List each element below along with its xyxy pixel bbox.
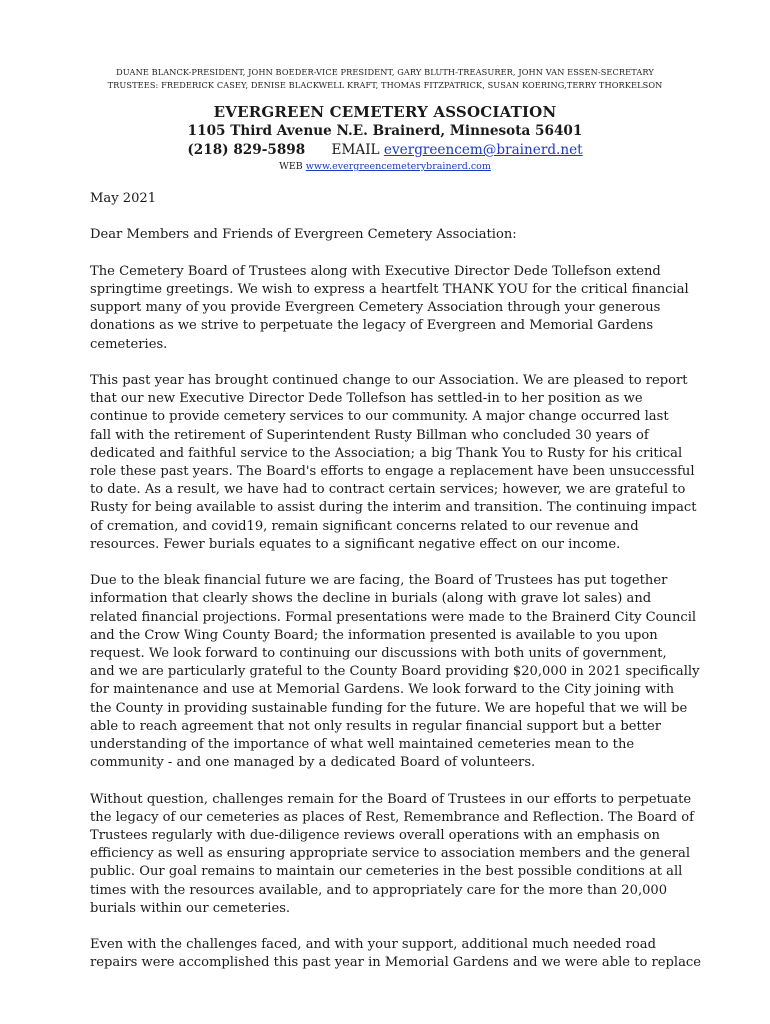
paragraph-line: the County in providing sustainable funding for the future. We are hopeful that we will be	[90, 700, 688, 716]
email-link[interactable]: evergreencem@brainerd.net	[383, 142, 583, 158]
paragraph-line: of cremation, and covid19, remain significant concerns related to our revenue and	[90, 518, 639, 534]
website-link[interactable]: www.evergreencemeterybrainerd.com	[305, 161, 491, 172]
paragraph-line: and we are particularly grateful to the County Board providing $20,000 in 2021 specifically	[90, 664, 700, 680]
trustees-line: TRUSTEES: FREDERICK CASEY, DENISE BLACKWELL KRAFT, THOMAS FITZPATRICK, SUSAN KOERING,TERRY THORKELSON	[107, 80, 663, 90]
paragraph-line: The Cemetery Board of Trustees along with Executive Director Dede Tollefson extend	[90, 263, 661, 279]
paragraph-line: cemeteries.	[90, 336, 168, 352]
letter-paragraph	[90, 263, 690, 354]
paragraph-line: continue to provide cemetery services to our community. A major change occurred last	[90, 409, 669, 425]
paragraph-line: information that clearly shows the decline in burials (along with grave lot sales) and	[90, 591, 652, 607]
organization-address: 1105 Third Avenue N.E. Brainerd, Minnesota 56401	[187, 123, 583, 139]
paragraph-line: role these past years. The Board's efforts to engage a replacement have been unsuccessful	[90, 464, 695, 479]
paragraph-line: support many of you provide Evergreen Cemetery Association through your generous	[90, 300, 661, 316]
paragraph-line: efficiency as well as ensuring appropriate service to association members and the general	[90, 846, 691, 862]
paragraph-line: Even with the challenges faced, and with your support, additional much needed road	[90, 937, 656, 953]
letter-paragraphs	[90, 263, 701, 973]
paragraph-line: to date. As a result, we have had to contract certain services; however, we are grateful to	[90, 482, 686, 498]
paragraph-line: for maintenance and use at Memorial Gardens. We look forward to the City joining with	[90, 682, 675, 698]
letter-paragraph	[90, 791, 694, 918]
paragraph-line: burials within our cemeteries.	[90, 900, 291, 916]
paragraph-line: and the Crow Wing County Board; the information presented is available to you upon	[90, 627, 658, 643]
letter-paragraph	[90, 372, 697, 554]
paragraph-line: that our new Executive Director Dede Tollefson has settled-in to her position as we	[90, 391, 643, 407]
paragraph-line: repairs were accomplished this past year in Memorial Gardens and we were able to replace	[90, 955, 701, 971]
email-label: EMAIL	[331, 142, 380, 158]
letter-paragraph	[90, 572, 700, 772]
paragraph-line: Rusty for being available to assist during the interim and transition. The continuing impact	[90, 500, 697, 516]
paragraph-line: Due to the bleak financial future we are facing, the Board of Trustees has put together	[90, 573, 668, 589]
paragraph-line: This past year has brought continued change to our Association. We are pleased to report	[90, 372, 688, 388]
letter-salutation: Dear Members and Friends of Evergreen Cemetery Association:	[90, 227, 517, 243]
paragraph-line: able to reach agreement that not only results in regular financial support but a better	[90, 718, 661, 734]
paragraph-line: related financial projections. Formal presentations were made to the Brainerd City Council	[90, 609, 697, 625]
contact-line	[0, 141, 770, 160]
trustees-list	[0, 66, 770, 92]
letter-paragraph	[90, 936, 701, 972]
paragraph-line: Trustees regularly with due-diligence reviews overall operations with an emphasis on	[90, 828, 660, 844]
paragraph-line: understanding of the importance of what well maintained cemeteries mean to the	[90, 737, 635, 753]
paragraph-line: public. Our goal remains to maintain our cemeteries in the best possible conditions at all	[90, 864, 683, 880]
paragraph-line: springtime greetings. We wish to express a heartfelt THANK YOU for the critical financial	[90, 281, 689, 297]
paragraph-line: Without question, challenges remain for the Board of Trustees in our efforts to perpetuate	[90, 791, 692, 807]
letter-date: May 2021	[90, 191, 157, 206]
paragraph-line: request. We look forward to continuing our discussions with both units of government,	[90, 646, 667, 662]
paragraph-line: fall with the retirement of Superintendent Rusty Billman who concluded 30 years of	[90, 427, 649, 443]
paragraph-line: donations as we strive to perpetuate the legacy of Evergreen and Memorial Gardens	[90, 318, 654, 334]
web-label: WEB	[279, 161, 303, 172]
paragraph-line: resources. Fewer burials equates to a significant negative effect on our income.	[90, 536, 621, 552]
letter-body	[90, 190, 701, 991]
paragraph-line: dedicated and faithful service to the Association; a big Thank You to Rusty for his critical	[90, 445, 683, 461]
officers-line: DUANE BLANCK-PRESIDENT, JOHN BOEDER-VICE PRESIDENT, GARY BLUTH-TREASURER, JOHN VAN ESSEN-SECRETARY	[116, 67, 654, 77]
paragraph-line: the legacy of our cemeteries as places of Rest, Remembrance and Reflection. The Board of	[90, 809, 694, 825]
paragraph-line: community - and one managed by a dedicated Board of volunteers.	[90, 755, 536, 771]
organization-name: EVERGREEN CEMETERY ASSOCIATION	[213, 103, 557, 121]
phone-number: (218) 829-5898	[187, 142, 306, 158]
web-line	[0, 160, 770, 173]
paragraph-line: times with the resources available, and to appropriately care for the more than 20,000	[90, 882, 668, 898]
letterhead	[0, 102, 770, 173]
